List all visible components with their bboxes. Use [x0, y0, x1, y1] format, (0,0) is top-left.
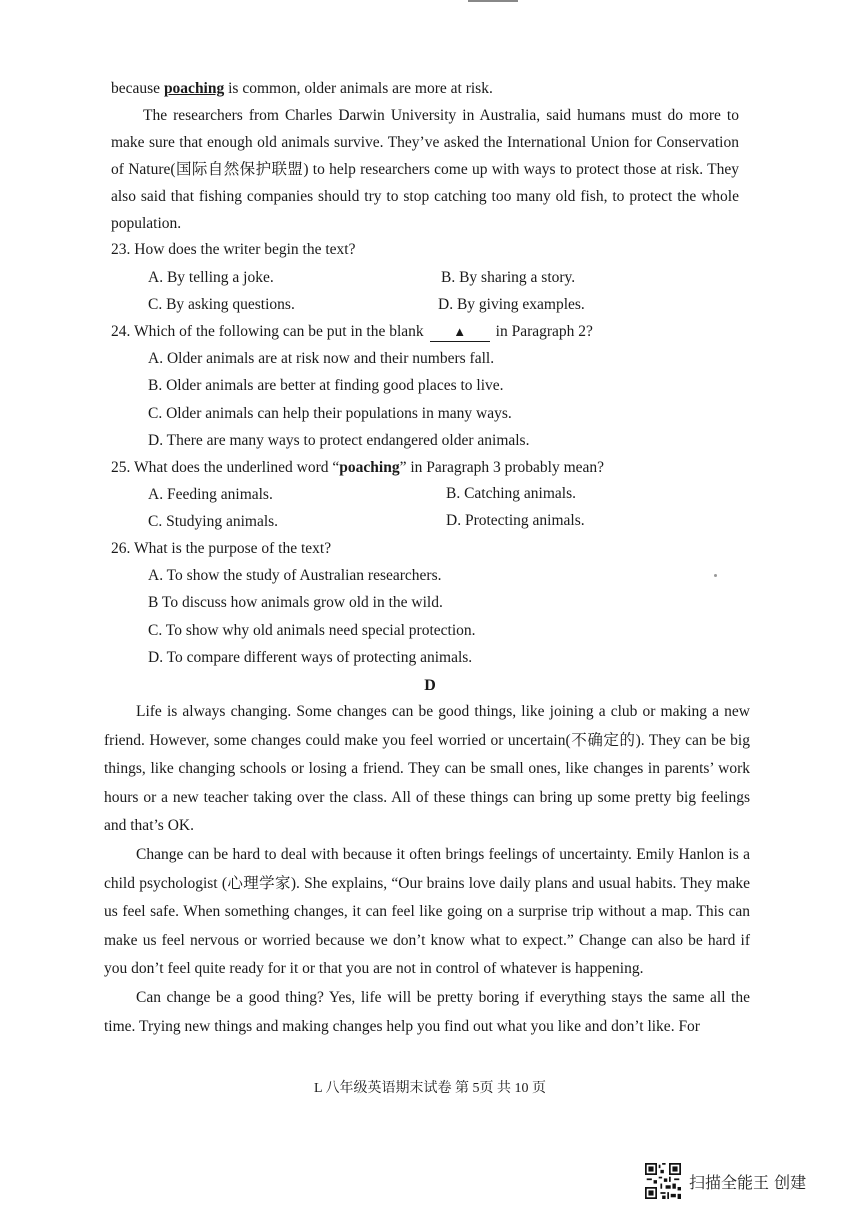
option-24-b: B. Older animals are better at finding good places to live. [148, 377, 504, 394]
question-23: 23. How does the writer begin the text? [111, 241, 356, 258]
qr-code-icon [645, 1163, 681, 1199]
option-25-d: D. Protecting animals. [446, 512, 585, 529]
scanner-watermark [645, 1163, 806, 1199]
passage-c [111, 75, 739, 237]
option-25-b: B. Catching animals. [446, 485, 577, 502]
passage-c-line: because poaching is common, older animals are more at risk. [111, 80, 493, 97]
question-24: 24. Which of the following can be put in the blank ▲ in Paragraph 2? [111, 323, 593, 340]
watermark-text: 扫描全能王 创建 [689, 1172, 807, 1192]
question-26: 26. What is the purpose of the text? [111, 540, 332, 557]
option-26-b: B To discuss how animals grow old in the wild. [148, 594, 443, 611]
option-25-c: C. Studying animals. [148, 513, 279, 530]
scan-mark [468, 0, 518, 2]
passage-c-paragraph: The researchers from Charles Darwin University in Australia, said humans must do more to make sure that enough old animals survive. They’ve asked the International Union for Conservation of Nature(国际自然保护联盟) to help researchers come up with ways to protect those at risk. They also said that fishing companies should try to stop catching too many old fish, to protect the whole population. [111, 107, 739, 232]
passage-d-paragraph: Change can be hard to deal with because it often brings feelings of uncertainty. Emily Hanlon is a child psychologist (心理学家). She explains, “Our brains love daily plans and usual habits. They make us feel safe. When something changes, it can feel like going on a surprise trip without a map. This can make us feel nervous or worried because we don’t know what to expect.” Change can also be hard if you don’t feel quite ready for it or that you are not in control of whatever is happening. [104, 845, 750, 978]
option-26-a: A. To show the study of Australian researchers. [148, 567, 442, 584]
section-title: D [424, 677, 436, 694]
scan-speck [714, 574, 717, 577]
passage-d-paragraph: Can change be a good thing? Yes, life will be pretty boring if everything stays the same all the time. Trying new things and making changes help you find out what you like and don’t like. For [104, 988, 750, 1035]
answer-blank [430, 323, 490, 342]
option-24-a: A. Older animals are at risk now and their numbers fall. [148, 350, 495, 367]
underlined-word: poaching [163, 80, 225, 97]
option-24-d: D. There are many ways to protect endangered older animals. [148, 432, 530, 449]
option-26-d: D. To compare different ways of protecting animals. [148, 649, 473, 666]
passage-d [104, 698, 750, 1041]
passage-d-paragraph: Life is always changing. Some changes can be good things, like joining a club or making a new friend. However, some changes could make you feel worried or uncertain(不确定的). They can be big things, like changing schools or losing a friend. They can be small ones, like changes in parents’ work hours or a new teacher taking over the class. All of these things can bring up some pretty big feelings and that’s OK. [104, 703, 750, 835]
option-26-c: C. To show why old animals need special protection. [148, 622, 476, 639]
triangle-icon: ▲ [453, 324, 467, 339]
option-25-a: A. Feeding animals. [148, 486, 273, 503]
option-23-b: B. By sharing a story. [441, 269, 576, 286]
question-25: 25. What does the underlined word “poaching” in Paragraph 3 probably mean? [111, 459, 605, 476]
option-23-c: C. By asking questions. [148, 296, 295, 313]
option-23-a: A. By telling a joke. [148, 269, 274, 286]
page-footer: L 八年级英语期末试卷 第 5页 共 10 页 [313, 1081, 547, 1096]
option-24-c: C. Older animals can help their populations in many ways. [148, 405, 512, 422]
option-23-d: D. By giving examples. [438, 296, 585, 313]
